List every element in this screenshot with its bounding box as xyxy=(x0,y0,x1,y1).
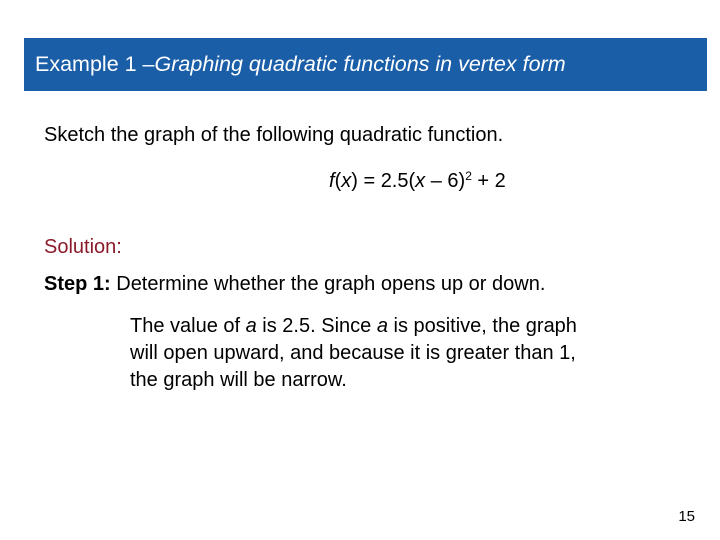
step-1-label: Step 1: xyxy=(44,273,111,295)
equation-middle: ) = 2.5( xyxy=(351,170,416,192)
equation-exponent: 2 xyxy=(465,169,472,183)
explanation-text: is 2.5. Since xyxy=(256,315,377,337)
step-1-line xyxy=(44,273,545,296)
explanation-line-2: will open upward, and because it is greater than 1, xyxy=(130,342,576,364)
quadratic-equation xyxy=(329,170,506,193)
explanation-line-1 xyxy=(130,313,690,340)
step-1-text: Determine whether the graph opens up or down. xyxy=(110,273,546,295)
explanation-text: The value of xyxy=(130,315,246,337)
equation-rest: – 6) xyxy=(425,170,466,192)
step-1-explanation xyxy=(130,313,690,394)
slide-title-prefix: Example 1 – xyxy=(35,52,155,76)
slide-title-topic: Graphing quadratic functions in vertex form xyxy=(154,52,566,76)
slide-title-bar xyxy=(24,38,707,91)
problem-prompt: Sketch the graph of the following quadratic function. xyxy=(44,124,504,146)
explanation-text: is positive, the graph xyxy=(387,315,577,337)
solution-label: Solution: xyxy=(44,236,122,258)
page-number: 15 xyxy=(678,508,695,525)
equation-function-name: f xyxy=(329,170,335,192)
equation-variable-2: x xyxy=(415,170,426,192)
explanation-line-3: the graph will be narrow. xyxy=(130,369,347,391)
explanation-variable-a: a xyxy=(245,315,257,337)
equation-variable: x xyxy=(341,170,352,192)
explanation-variable-a: a xyxy=(376,315,388,337)
equation-tail: + 2 xyxy=(471,170,506,192)
equation-open-paren: ( xyxy=(334,170,342,192)
